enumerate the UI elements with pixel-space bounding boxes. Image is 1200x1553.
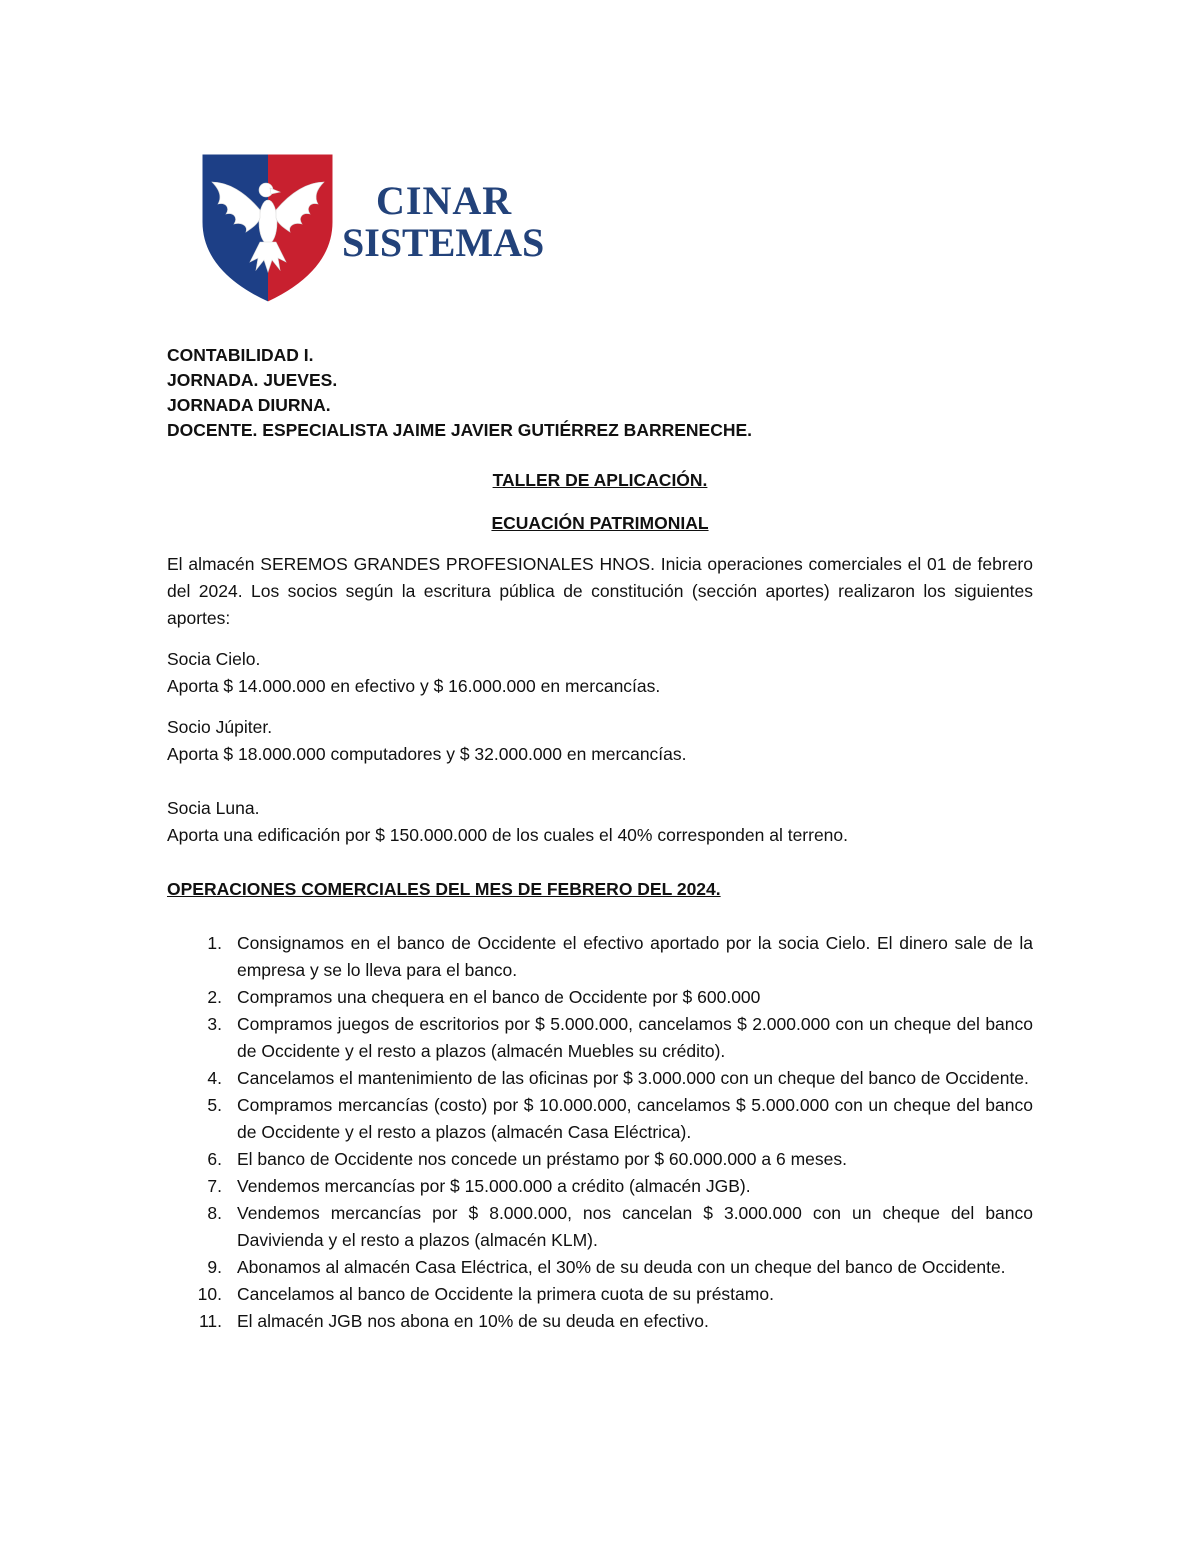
item-number: 4. <box>207 1068 222 1088</box>
item-number: 5. <box>207 1095 222 1115</box>
partner-contribution: Aporta una edificación por $ 150.000.000 de los cuales el 40% corresponden al terreno. <box>167 825 849 845</box>
list-item <box>167 1281 1033 1308</box>
item-text: Vendemos mercancías por $ 15.000.000 a crédito (almacén JGB). <box>237 1176 751 1196</box>
item-text: Abonamos al almacén Casa Eléctrica, el 30% de su deuda con un cheque del banco de Occidente. <box>237 1257 1006 1277</box>
partner-block <box>167 714 1033 768</box>
operations-title: OPERACIONES COMERCIALES DEL MES DE FEBRERO DEL 2024. <box>167 879 721 899</box>
item-text: Consignamos en el banco de Occidente el efectivo aportado por la socia Cielo. El dinero sale de la empresa y se lo lleva para el banco. <box>237 933 1033 980</box>
item-number: 3. <box>207 1014 222 1034</box>
item-number: 6. <box>207 1149 222 1169</box>
list-item <box>167 1254 1033 1281</box>
course-teacher: DOCENTE. ESPECIALISTA JAIME JAVIER GUTIÉRREZ BARRENECHE. <box>167 420 753 440</box>
list-item <box>167 1308 1033 1335</box>
item-text: El almacén JGB nos abona en 10% de su deuda en efectivo. <box>237 1311 709 1331</box>
list-item <box>167 984 1033 1011</box>
shield-eagle-icon <box>200 152 335 304</box>
item-number: 8. <box>207 1203 222 1223</box>
partner-contribution: Aporta $ 14.000.000 en efectivo y $ 16.000.000 en mercancías. <box>167 676 661 696</box>
list-item <box>167 1065 1033 1092</box>
item-text: El banco de Occidente nos concede un préstamo por $ 60.000.000 a 6 meses. <box>237 1149 847 1169</box>
cinar-logo <box>200 152 570 304</box>
list-item <box>167 930 1033 984</box>
list-item <box>167 1173 1033 1200</box>
partner-block <box>167 646 1033 700</box>
document-body <box>167 343 1033 1335</box>
item-number: 2. <box>207 987 222 1007</box>
item-text: Cancelamos el mantenimiento de las oficinas por $ 3.000.000 con un cheque del banco de Occidente. <box>237 1068 1029 1088</box>
operations-list <box>167 930 1033 1335</box>
course-day: JORNADA. JUEVES. <box>167 370 338 390</box>
course-header <box>167 343 1033 443</box>
list-item <box>167 1200 1033 1254</box>
partner-name: Socia Cielo. <box>167 649 261 669</box>
list-item <box>167 1092 1033 1146</box>
item-text: Compramos una chequera en el banco de Occidente por $ 600.000 <box>237 987 761 1007</box>
list-item <box>167 1011 1033 1065</box>
item-number: 10. <box>197 1284 222 1304</box>
item-text: Compramos mercancías (costo) por $ 10.000.000, cancelamos $ 5.000.000 con un cheque del banco de Occidente y el resto a plazos (almacén Casa Eléctrica). <box>237 1095 1033 1142</box>
logo-text-cinar: CINAR <box>376 178 513 223</box>
item-number: 7. <box>207 1176 222 1196</box>
course-name: CONTABILIDAD I. <box>167 345 314 365</box>
partner-contribution: Aporta $ 18.000.000 computadores y $ 32.000.000 en mercancías. <box>167 744 687 764</box>
item-text: Compramos juegos de escritorios por $ 5.000.000, cancelamos $ 2.000.000 con un cheque del banco de Occidente y el resto a plazos (almacén Muebles su crédito). <box>237 1014 1033 1061</box>
item-text: Cancelamos al banco de Occidente la primera cuota de su préstamo. <box>237 1284 774 1304</box>
item-text: Vendemos mercancías por $ 8.000.000, nos cancelan $ 3.000.000 con un cheque del banco Davivienda y el resto a plazos (almacén KLM). <box>237 1203 1033 1250</box>
intro-paragraph: El almacén SEREMOS GRANDES PROFESIONALES HNOS. Inicia operaciones comerciales el 01 de febrero del 2024. Los socios según la escritura pública de constitución (sección aportes) realizaron los siguientes aportes: <box>167 554 1033 628</box>
partner-block <box>167 795 1033 849</box>
list-item <box>167 1146 1033 1173</box>
partner-name: Socia Luna. <box>167 798 260 818</box>
item-number: 1. <box>207 933 222 953</box>
workshop-title: TALLER DE APLICACIÓN. <box>492 470 708 490</box>
partner-name: Socio Júpiter. <box>167 717 273 737</box>
course-shift: JORNADA DIURNA. <box>167 395 331 415</box>
topic-title: ECUACIÓN PATRIMONIAL <box>491 513 709 533</box>
item-number: 9. <box>207 1257 222 1277</box>
logo-text-sistemas: SISTEMAS <box>342 220 545 265</box>
item-number: 11. <box>198 1311 222 1331</box>
